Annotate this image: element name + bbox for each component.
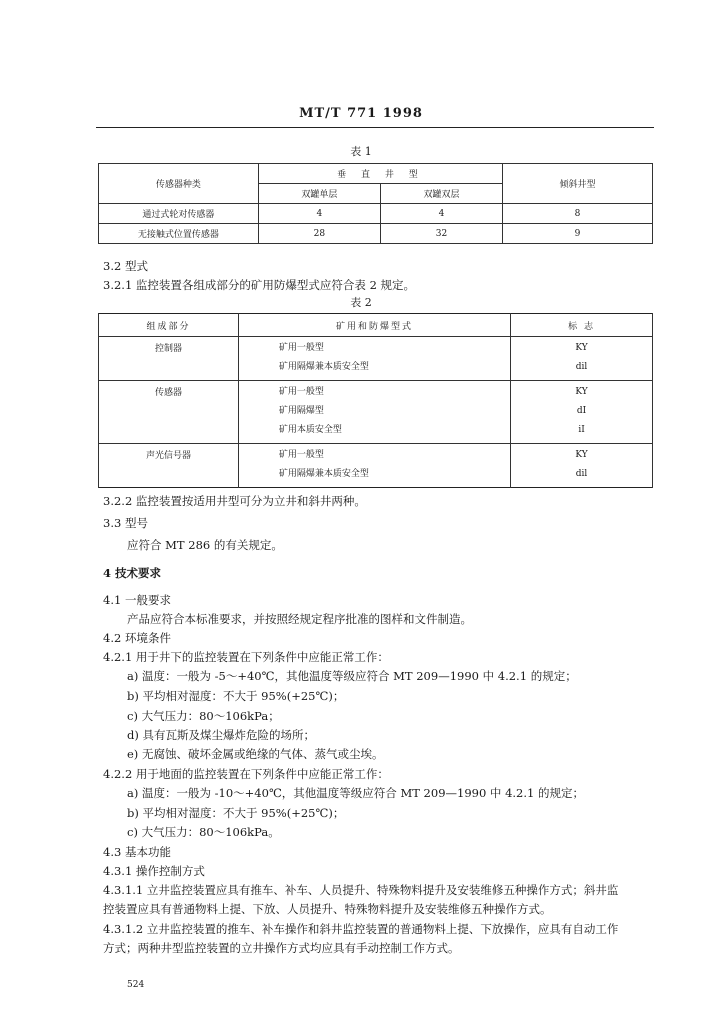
table2-type: 矿用隔爆兼本质安全型 [278, 362, 369, 372]
section-4-3-heading: 4.3 基本功能 [103, 845, 171, 859]
table2-group-name: 控制器 [99, 337, 239, 381]
table2-group-name: 声光信号器 [99, 444, 239, 488]
table2-col-mark: 标 志 [511, 314, 653, 337]
table2-mark: KY [575, 450, 588, 460]
table1-cell-single: 28 [258, 224, 380, 244]
table1-cell-name: 无接触式位置传感器 [99, 224, 259, 244]
list-item: e) 无腐蚀、破坏金属或绝缘的气体、蒸气或尘埃。 [127, 747, 384, 761]
section-4-3-1-2-line1: 4.3.1.2 立井监控装置的推车、补车操作和斜井监控装置的普通物料上提、下放操作，应具有自动工作 [103, 922, 619, 936]
page-number: 524 [127, 980, 145, 990]
list-item: d) 具有瓦斯及煤尘爆炸危险的场所； [127, 728, 316, 742]
table2-col-type: 矿用和防爆型式 [238, 314, 510, 337]
table2-mark: dil [575, 362, 588, 372]
section-4-3-1-heading: 4.3.1 操作控制方式 [103, 864, 205, 878]
section-4-1-text: 产品应符合本标准要求，并按照经规定程序批准的图样和文件制造。 [127, 612, 472, 626]
standard-code-header: MT/T 771 1998 [299, 106, 423, 121]
table2-mark: iI [578, 425, 585, 435]
table1-col-incline-shaft: 倾斜井型 [503, 164, 653, 204]
section-4-2-2-text: 4.2.2 用于地面的监控装置在下列条件中应能正常工作： [103, 767, 389, 781]
table2-mark: dil [575, 469, 588, 479]
table1-cell-incline: 9 [503, 224, 653, 244]
list-item: c) 大气压力：80～106kPa。 [127, 825, 280, 839]
table-row [99, 224, 653, 244]
list-item: c) 大气压力：80～106kPa； [127, 709, 280, 723]
table2-mark: dI [576, 406, 587, 416]
table1-cell-incline: 8 [503, 204, 653, 224]
table1-col-sensor-type: 传感器种类 [99, 164, 259, 204]
section-4-1-heading: 4.1 一般要求 [103, 593, 171, 607]
table1-cell-name: 通过式轮对传感器 [99, 204, 259, 224]
table2-type: 矿用隔爆兼本质安全型 [278, 469, 369, 479]
section-4-3-1-1-line2: 控装置应具有普通物料上提、下放、人员提升、特殊物料提升及安装维修五种操作方式。 [103, 902, 552, 916]
section-4-3-1-2-line2: 方式；两种井型监控装置的立井操作方式均应具有手动控制工作方式。 [103, 941, 460, 955]
section-3-2-heading: 3.2 型式 [103, 259, 148, 273]
table2-type: 矿用一般型 [278, 387, 324, 397]
table2-type: 矿用一般型 [278, 450, 324, 460]
table2-group-name: 传感器 [99, 381, 239, 444]
list-item: b) 平均相对湿度：不大于 95%(+25℃)； [127, 806, 345, 820]
table1-cell-single: 4 [258, 204, 380, 224]
table-row [99, 337, 653, 381]
section-4-2-heading: 4.2 环境条件 [103, 631, 171, 645]
section-4-3-1-1-line1: 4.3.1.1 立井监控装置应具有推车、补车、人员提升、特殊物料提升及安装维修五种操作方式；斜井监 [103, 883, 619, 897]
list-item: a) 温度：一般为 -5～+40℃，其他温度等级应符合 MT 209—1990 中 4.2.1 的规定； [127, 669, 577, 683]
section-3-3-text: 应符合 MT 286 的有关规定。 [127, 538, 283, 552]
table2-mark: KY [575, 387, 588, 397]
header-rule [96, 127, 654, 128]
section-4-heading: 4 技术要求 [103, 566, 162, 580]
list-item: a) 温度：一般为 -10～+40℃，其他温度等级应符合 MT 209—1990 中 4.2.1 的规定； [127, 786, 585, 800]
table2-type: 矿用本质安全型 [278, 425, 342, 435]
section-4-2-1-text: 4.2.1 用于井下的监控装置在下列条件中应能正常工作： [103, 650, 389, 664]
table2-mark: KY [575, 343, 588, 353]
table-row [99, 204, 653, 224]
table2-caption: 表 2 [350, 296, 372, 309]
table1-cell-double: 32 [380, 224, 502, 244]
table2-type: 矿用一般型 [278, 343, 324, 353]
list-item: b) 平均相对湿度：不大于 95%(+25℃)； [127, 689, 345, 703]
table1-sub-double: 双罐双层 [380, 184, 502, 204]
table1-col-vertical-shaft: 垂 直 井 型 [258, 164, 502, 184]
section-3-3-heading: 3.3 型号 [103, 516, 148, 530]
section-3-2-1-text: 3.2.1 监控装置各组成部分的矿用防爆型式应符合表 2 规定。 [103, 278, 416, 292]
table1-cell-double: 4 [380, 204, 502, 224]
table2-col-component: 组成部分 [99, 314, 239, 337]
table1-sub-single: 双罐单层 [258, 184, 380, 204]
table-row [99, 381, 653, 444]
table2-type: 矿用隔爆型 [278, 406, 324, 416]
table1 [98, 163, 653, 244]
table1-caption: 表 1 [350, 145, 372, 158]
table2 [98, 313, 653, 488]
section-3-2-2-text: 3.2.2 监控装置按适用井型可分为立井和斜井两种。 [103, 494, 366, 508]
table-row [99, 444, 653, 488]
